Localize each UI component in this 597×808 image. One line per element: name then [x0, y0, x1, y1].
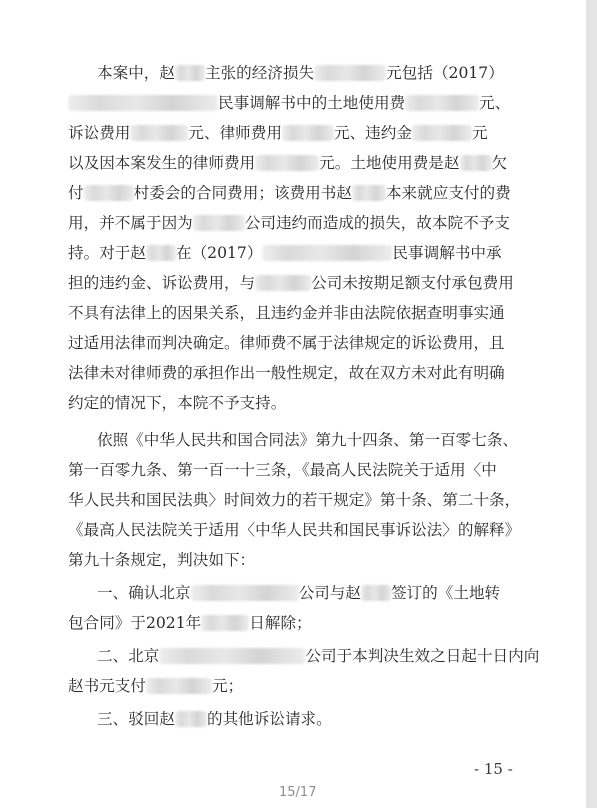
text-line — [68, 300, 505, 326]
redaction-block — [262, 245, 392, 261]
text-line — [68, 180, 511, 206]
text-segment: 村委会的合同费用；该费用书赵 — [133, 184, 352, 202]
redaction-block — [175, 65, 205, 81]
page-number: - 15 - — [474, 760, 513, 778]
page-edge — [586, 0, 597, 808]
text-segment: 民事调解书中承 — [392, 244, 502, 262]
text-line — [97, 580, 500, 606]
text-segment: 元 — [471, 124, 488, 142]
redaction-block — [191, 585, 299, 601]
text-line — [68, 517, 520, 543]
text-line — [68, 610, 312, 636]
text-segment: 本案中，赵 — [97, 64, 175, 82]
redaction-block — [460, 155, 492, 171]
text-line — [68, 270, 514, 296]
text-line — [68, 240, 502, 266]
redaction-block — [146, 245, 176, 261]
redaction-block — [314, 65, 386, 81]
text-line — [97, 643, 539, 669]
text-segment: 一、确认北京 — [97, 584, 191, 602]
text-segment: 元包括（2017） — [386, 64, 504, 82]
text-line — [68, 673, 243, 699]
text-segment: 法律未对律师费的承担作出一般性规定，故在双方未对此有明确 — [68, 364, 505, 382]
page-counter: 15/17 — [279, 785, 317, 800]
text-segment: 元、违约金 — [333, 124, 412, 142]
text-segment: 元； — [211, 677, 244, 695]
text-segment: 担的违约金、诉讼费用，与 — [68, 274, 256, 292]
text-segment: 赵书元支付 — [68, 677, 146, 695]
text-segment: 过适用法律而判决确定。律师费不属于法律规定的诉讼费用，且 — [68, 334, 505, 352]
text-line — [68, 457, 497, 483]
text-segment: 三、驳回赵 — [97, 710, 175, 728]
redaction-block — [201, 615, 249, 631]
text-segment: 日解除； — [249, 614, 312, 632]
text-segment: 不具有法律上的因果关系，且违约金并非由法院依据查明事实通 — [68, 304, 505, 322]
redaction-block — [405, 95, 479, 111]
redaction-block — [175, 711, 207, 727]
redaction-block — [255, 275, 311, 291]
redaction-block — [193, 215, 245, 231]
text-line — [68, 390, 286, 416]
text-line — [97, 60, 504, 86]
text-segment: 用，并不属于因为 — [68, 214, 193, 232]
text-segment: 公司于本判决生效之日起十日内向 — [305, 647, 540, 665]
text-segment: 元、 — [479, 94, 511, 112]
text-segment: 欠 — [491, 154, 508, 172]
text-segment: 本来就应支付的费 — [385, 184, 511, 202]
text-segment: 主张的经济损失 — [204, 64, 315, 82]
redaction-block — [255, 155, 319, 171]
text-segment: 第九十条规定，判决如下： — [68, 551, 256, 569]
text-line — [68, 120, 488, 146]
text-segment: 的其他诉讼请求。 — [206, 710, 332, 728]
text-segment: 依照《中华人民共和国合同法》第九十四条、第一百零七条、 — [97, 431, 519, 449]
text-segment: 公司违约而造成的损失，故本院不予支 — [244, 214, 510, 232]
redaction-block — [361, 585, 391, 601]
redaction-block — [159, 648, 305, 664]
text-segment: 包合同》于2021年 — [68, 614, 202, 632]
text-segment: 二、北京 — [97, 647, 160, 665]
text-segment: 以及因本案发生的律师费用 — [68, 154, 256, 172]
redaction-block — [68, 95, 218, 111]
redaction-block — [412, 125, 472, 141]
redaction-block — [84, 185, 134, 201]
redaction-block — [130, 125, 188, 141]
text-segment: 在（2017） — [175, 244, 263, 262]
text-line — [97, 427, 518, 453]
text-segment: 元。土地使用费是赵 — [319, 154, 460, 172]
text-segment: 公司与赵 — [298, 584, 361, 602]
text-segment: 元、律师费用 — [188, 124, 282, 142]
text-line — [68, 90, 510, 116]
text-segment: 付 — [68, 184, 84, 202]
text-segment: 签订的《土地转 — [390, 584, 501, 602]
text-segment: 华人民共和国民法典〉时间效力的若干规定》第十条、第二十条， — [68, 491, 521, 509]
redaction-block — [282, 125, 334, 141]
text-line — [68, 487, 520, 513]
redaction-block — [146, 678, 212, 694]
text-line — [68, 210, 510, 236]
text-segment: 民事调解书中的土地使用费 — [218, 94, 406, 112]
text-segment: 约定的情况下，本院不予支持。 — [68, 394, 287, 412]
text-line — [97, 706, 332, 732]
redaction-block — [352, 185, 386, 201]
text-line — [68, 330, 505, 356]
text-segment: 公司未按期足额支付承包费用 — [311, 274, 514, 292]
text-segment: 诉讼费用 — [68, 124, 131, 142]
text-segment: 第一百零九条、第一百一十三条，《最高人民法院关于适用〈中 — [68, 461, 497, 479]
text-line — [68, 360, 505, 386]
text-line — [68, 150, 507, 176]
text-segment: 持。对于赵 — [68, 244, 146, 262]
text-segment: 《最高人民法院关于适用〈中华人民共和国民事诉讼法〉的解释》 — [68, 521, 521, 539]
text-line — [68, 547, 255, 573]
